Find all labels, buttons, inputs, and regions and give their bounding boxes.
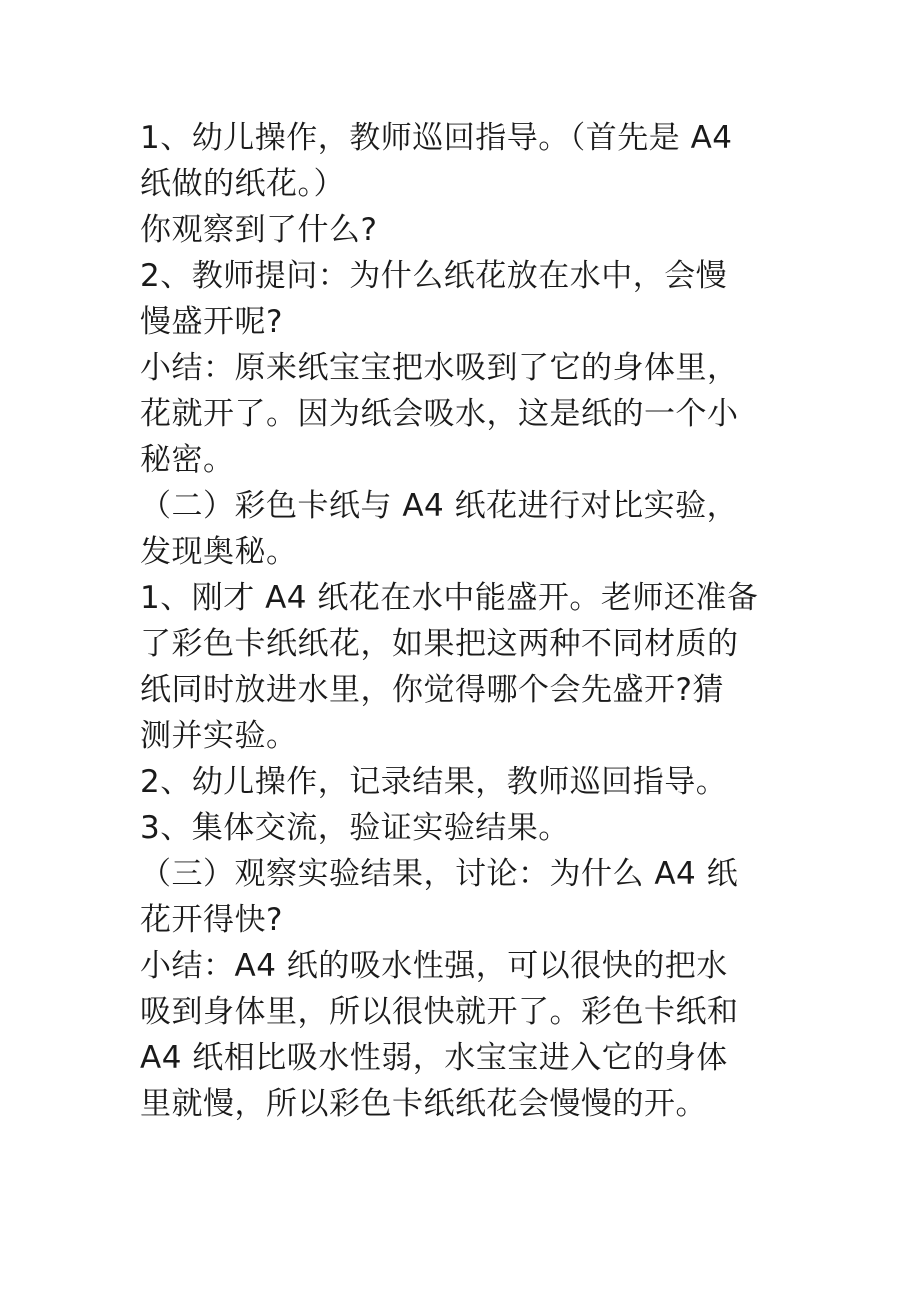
text-line: （三）观察实验结果，讨论：为什么 A4 纸	[140, 856, 739, 892]
text-line: 2、幼儿操作，记录结果，教师巡回指导。	[140, 764, 728, 800]
text-line: 1、刚才 A4 纸花在水中能盛开。老师还准备	[140, 580, 759, 616]
text-line: 里就慢，所以彩色卡纸纸花会慢慢的开。	[140, 1086, 707, 1122]
text-line: 小结：原来纸宝宝把水吸到了它的身体里，	[140, 350, 739, 386]
text-line: 秘密。	[140, 442, 235, 478]
text-line: 纸同时放进水里，你觉得哪个会先盛开?猜	[140, 672, 724, 708]
text-line: 花开得快?	[140, 902, 283, 938]
text-line: A4 纸相比吸水性弱，水宝宝进入它的身体	[140, 1040, 728, 1076]
text-line: 2、教师提问：为什么纸花放在水中，会慢	[140, 258, 728, 294]
text-line: 慢盛开呢?	[140, 304, 283, 340]
text-line: 了彩色卡纸纸花，如果把这两种不同材质的	[140, 626, 739, 662]
text-line: （二）彩色卡纸与 A4 纸花进行对比实验，	[140, 488, 739, 524]
text-line: 3、集体交流，验证实验结果。	[140, 810, 570, 846]
text-line: 纸做的纸花。）	[140, 166, 345, 202]
text-line: 发现奥秘。	[140, 534, 298, 570]
text-line: 1、幼儿操作，教师巡回指导。（首先是 A4	[140, 120, 733, 156]
text-line: 小结：A4 纸的吸水性强，可以很快的把水	[140, 948, 728, 984]
text-line: 花就开了。因为纸会吸水，这是纸的一个小	[140, 396, 739, 432]
text-line: 吸到身体里，所以很快就开了。彩色卡纸和	[140, 994, 739, 1030]
document-body	[140, 115, 785, 1127]
text-line: 测并实验。	[140, 718, 298, 754]
text-line: 你观察到了什么?	[140, 212, 378, 248]
